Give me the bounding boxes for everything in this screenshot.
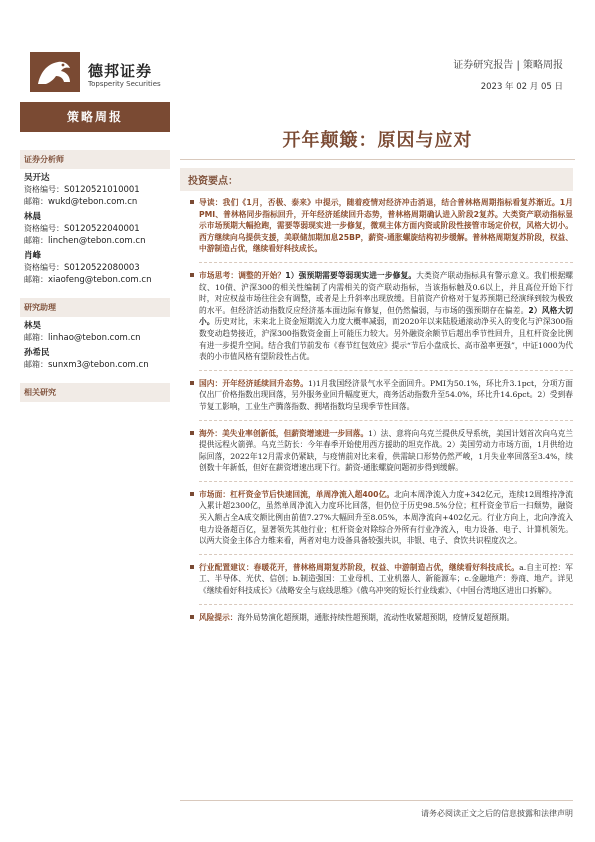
dashed-divider <box>199 370 573 371</box>
analyst-email[interactable]: xiaofeng@tebon.com.cn <box>48 275 152 285</box>
logo-emblem-icon <box>30 52 80 92</box>
bullet-highlight: 市场面：杠杆资金节后快速回流，单周净流入超400亿。 <box>199 489 395 499</box>
list-item <box>190 378 573 413</box>
bullet-text: 1）法、意将向乌克兰提供反导系统，美国计划首次向乌克兰提供远程火箭弹。乌克兰防长：今年春季开始使用西方援助的坦克作战。2）美国劳动力市场方面，1月供给边际回落，2022年12月需求仍紧缺，与疫情前对比来看，供需缺口形势仍然严峻，1月失业率回落至3.4%，续创数十年新低，但好在薪资增速出现下行。薪资-通胀螺旋问题初步得到缓解。 <box>199 428 573 473</box>
contact-mail-line <box>24 332 170 344</box>
analyst-cert-line <box>24 223 170 235</box>
dashed-divider <box>199 262 573 263</box>
mail-label: 邮箱： <box>24 197 48 206</box>
bullet-text: 1)1月我国经济景气水平全面回升。PMI为50.1%，环比升3.1pct，分项方面仅出厂价格指数出现回落，另外服务业回升幅度更大，商务活动指数升至54.0%，环比升14.6pct。2）受到春节复工影响，工业生产腾落指数、拥堵指数均呈现季节性回落。 <box>199 378 573 411</box>
analyst-email[interactable]: wukd@tebon.com.cn <box>48 197 138 207</box>
mail-label: 邮箱： <box>24 333 48 342</box>
bullet-highlight: 风险提示： <box>199 612 238 622</box>
analyst-email[interactable]: linchen@tebon.com.cn <box>48 236 146 246</box>
key-points-heading: 投资要点： <box>180 168 573 191</box>
left-sidebar <box>20 102 170 402</box>
bullet-marker <box>190 431 194 435</box>
analyst-name: 肖峰 <box>24 251 42 261</box>
company-name-cn: 德邦证券 <box>88 62 153 80</box>
analysts-heading: 证券分析师 <box>20 150 170 169</box>
analyst-name: 吴开达 <box>24 173 50 183</box>
analyst-cert-line <box>24 184 170 196</box>
document-type: 证券研究报告 | 策略周报 <box>453 60 563 71</box>
bullet-highlight: 海外：美失业率创新低，但薪资增速进一步回落。 <box>199 428 369 438</box>
key-points-list <box>180 197 573 623</box>
analyst-mail-line <box>24 274 170 286</box>
report-date: 2023 年 02 月 05 日 <box>480 82 563 92</box>
analyst-card <box>20 250 170 286</box>
analyst-card <box>20 211 170 247</box>
contact-card <box>20 320 170 344</box>
bullet-marker <box>190 273 194 277</box>
list-item <box>190 197 573 255</box>
dashed-divider <box>199 554 573 555</box>
paragraph <box>199 428 573 474</box>
bullet-text: 历史对比，未来北上资金短期流入力度大概率减弱，而2020年以来陆股通滚动净买入的变化与沪深300指数变动趋势接近，沪深300指数资金面上可能压力较大。另外融资余额节后超出季节性回升，且杠杆资金比例有进一步提升空间。结合我们节前发布《春节红包效应》提示“节后小盘成长、高市盈率更强”，中证1000为代表的小市值风格有望阶段性占优。 <box>199 317 573 362</box>
bullet-bold: 1）强预期需要等弱现实进一步修复。 <box>285 270 417 280</box>
page-title: 开年颠簸：原因与应对 <box>282 130 473 151</box>
paragraph <box>199 489 573 547</box>
list-item <box>190 428 573 474</box>
footer-divider <box>180 800 573 801</box>
analyst-cert: S0120521010001 <box>64 185 140 195</box>
bullet-marker <box>190 200 194 204</box>
contact-card <box>20 347 170 371</box>
cert-label: 资格编号： <box>24 263 64 272</box>
analyst-name: 林晨 <box>24 212 42 222</box>
analyst-mail-line <box>24 235 170 247</box>
paragraph <box>199 562 573 597</box>
company-logo <box>30 52 80 92</box>
analyst-cert-line <box>24 262 170 274</box>
bullet-marker <box>190 615 194 619</box>
bullet-text: 大类资产联动指标具有警示意义。我们根据螺纹、10债、沪深300的相关性编制了内需相关的资产联动指标，当该指标触及0.6以上，并且高位开始下行时，对应权益市场往往会有调整，或者是上升斜率出现放缓。目前资产价格对于复苏预期已经演绎到较为极致的水平。但经济活动指数反应经济基本面边际有修复，但仍然偏弱，与市场的强预期存在偏差。 <box>199 270 573 315</box>
paragraph <box>199 270 573 363</box>
dashed-divider <box>199 604 573 605</box>
report-type-badge: 策略周报 <box>20 102 170 132</box>
list-item <box>190 270 573 363</box>
list-item <box>190 489 573 547</box>
bullet-text: a.自主可控：军工、半导体、光伏、信创；b.制造强国：工业母机、工业机器人、新能源车；c.金融地产：券商、地产。详见《继续看好科技成长》《战略安全与底线思维》《俄乌冲突的短长行业线索》、《中国台湾地区进出口拆解》。 <box>199 562 573 596</box>
analyst-cert: S0120522040001 <box>64 224 140 234</box>
analyst-card <box>20 172 170 208</box>
bullet-marker <box>190 565 194 569</box>
analyst-mail-line <box>24 196 170 208</box>
dashed-divider <box>199 481 573 482</box>
list-item <box>190 612 573 624</box>
bullet-highlight: 市场思考：调整的开始？ <box>199 270 286 280</box>
contacts-heading: 研究助理 <box>20 298 170 317</box>
contact-name: 孙希民 <box>24 348 50 358</box>
bullet-text: 北向本周净流入力度+342亿元，连续12周维持净流入累计超2300亿，虽然单周净流入力度环比回落，但仍位于历史98.5%分位；杠杆资金节后一扫颓势，融资买入额占全A成交额比例由前值7.27%大幅回升至8.05%，本周净流向+402亿元。行业方向上，北向净流入电力设备超百亿，显著领先其他行业；杠杆资金对除综合外所有行业净流入，电力设备、电子、计算机领先。以两大资金主体合力维来看，两者对电力设备具备较强共识，非银、电子、食饮共识程度次之。 <box>199 489 573 546</box>
cert-label: 资格编号： <box>24 185 64 194</box>
contact-email[interactable]: linhao@tebon.com.cn <box>48 333 141 343</box>
cert-label: 资格编号： <box>24 224 64 233</box>
bullet-marker <box>190 381 194 385</box>
mail-label: 邮箱： <box>24 360 48 369</box>
bullet-highlight: 导读：我们《1月，否极、泰来》中提示，随着疫情对经济冲击消退，结合普林格周期指标看复苏渐近。1月PMI、普林格同步指标回升，开年经济延续回升态势，普林格周期确认进入阶段2复苏。大类资产联动指标显示市场预期大幅抢跑，需要等弱现实进一步修复，微观主体方面内资或阶段性接管市场定价权，风格大切小。西方继续向乌提供支援，美联储加期加息25BP，薪资-通胀螺旋结构初步缓解。普林格周期复苏阶段，权益、中游制造占优，继续看好科技成长。 <box>199 198 573 254</box>
company-name-en: Topsperity Securities <box>88 80 161 88</box>
bullet-bold: 2）风格大切小。 <box>199 305 573 327</box>
bullet-marker <box>190 492 194 496</box>
mail-label: 邮箱： <box>24 236 48 245</box>
footer-disclaimer: 请务必阅读正文之后的信息披露和法律声明 <box>421 809 573 818</box>
paragraph <box>199 378 573 413</box>
analyst-cert: S0120522080003 <box>64 263 140 273</box>
bullet-highlight: 国内：开年经济延续回升态势。 <box>199 378 309 388</box>
list-item <box>190 562 573 597</box>
contact-mail-line <box>24 359 170 371</box>
paragraph <box>199 197 573 255</box>
paragraph <box>199 612 573 624</box>
dashed-divider <box>199 420 573 421</box>
bullet-text: 海外局势演化超预期，通胀持续性超预期，流动性收紧超预期，疫情反复超预期。 <box>237 612 515 622</box>
mail-label: 邮箱： <box>24 275 48 284</box>
main-content <box>180 168 573 630</box>
bullet-highlight: 行业配置建议：春暖花开，普林格周期复苏阶段，权益、中游制造占优，继续看好科技成长。 <box>199 562 520 572</box>
contact-email[interactable]: sunxm3@tebon.com.cn <box>48 360 149 370</box>
contact-name: 林昊 <box>24 321 42 331</box>
related-research-heading: 相关研究 <box>20 383 170 402</box>
